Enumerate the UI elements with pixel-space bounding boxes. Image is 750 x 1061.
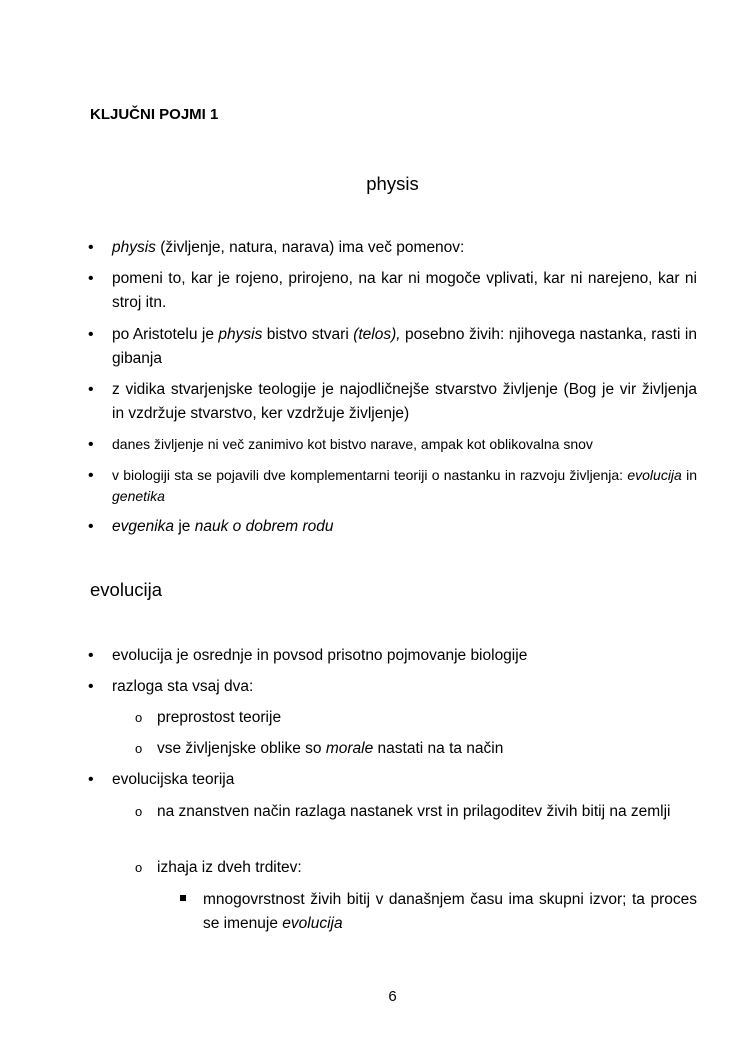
text-segment: bistvo stvari (262, 326, 354, 343)
text-segment: evolucija je osrednje in povsod prisotno pojmovanje biologije (112, 647, 528, 664)
text-segment: evolucijska teorija (112, 771, 235, 788)
sub-list-item (135, 800, 697, 824)
text-segment: posebno živih: njihovega nastanka, rasti in gibanja (112, 326, 697, 367)
italic-text: evolucija (627, 467, 682, 483)
italic-text: nauk o dobrem rodu (194, 518, 334, 535)
item-text (112, 678, 253, 695)
item-text (157, 709, 281, 726)
bullet-circle-icon: o (135, 741, 143, 756)
italic-text: physis (218, 326, 263, 343)
list-item (88, 465, 697, 507)
text-segment: v biologiji sta se pojavili dve komplementarni teoriji o nastanku in razvoju življenja: (112, 467, 628, 483)
item-text (203, 891, 697, 932)
text-segment: razloga sta vsaj dva: (112, 678, 254, 695)
sub-list-item (135, 856, 697, 880)
italic-text: evgenika (112, 518, 175, 535)
bullet-disc-icon: • (88, 436, 94, 453)
bullet-disc-icon: • (88, 647, 94, 664)
text-segment: mnogovrstnost živih bitij v današnjem času ima skupni izvor; ta proces se imenuje (203, 891, 697, 932)
list-item (88, 768, 697, 792)
bullet-square-icon (180, 895, 186, 901)
text-segment: (življenje, natura, narava) ima več pomenov: (155, 239, 465, 256)
bullet-disc-icon: • (88, 678, 94, 695)
text-segment: po Aristotelu je (112, 326, 219, 343)
bullet-disc-icon: • (88, 518, 94, 535)
section-title-physis: physis (366, 173, 419, 194)
italic-text: morale (325, 740, 374, 757)
bullet-circle-icon: o (135, 804, 143, 819)
list-item (88, 675, 697, 699)
italic-text: (telos), (353, 326, 401, 343)
bullet-disc-icon: • (88, 239, 94, 256)
list-item (88, 515, 697, 539)
text-segment: vse življenjske oblike so (157, 740, 326, 757)
section-title-evolucija: evolucija (90, 579, 162, 600)
item-text (157, 803, 671, 820)
bullet-disc-icon: • (88, 467, 94, 484)
bullet-circle-icon: o (135, 860, 143, 875)
item-text (112, 381, 697, 422)
item-text (112, 270, 697, 311)
item-text (112, 436, 593, 452)
list-item (88, 323, 697, 370)
list-item (88, 267, 697, 314)
sub-list-item (135, 706, 697, 730)
list-item (88, 378, 697, 425)
italic-text: genetika (112, 488, 165, 504)
text-segment: na znanstven način razlaga nastanek vrst in prilagoditev živih bitij na zemlji (157, 803, 671, 820)
item-text (112, 518, 333, 535)
text-segment: izhaja iz dveh trditev: (157, 859, 302, 876)
item-text (157, 740, 503, 757)
text-segment: z vidika stvarjenjske teologije je najodličnejše stvarstvo življenje (Bog je vir življenja in vzdržuje stvarstvo, ker vzdržuje življenje) (112, 381, 697, 422)
page-heading: KLJUČNI POJMI 1 (90, 106, 219, 123)
sub-list-item (135, 737, 697, 761)
item-text (112, 771, 234, 788)
italic-text: evolucija (282, 914, 343, 932)
bullet-disc-icon: • (88, 771, 94, 788)
list-item (88, 236, 697, 260)
bullet-circle-icon: o (135, 710, 143, 725)
text-segment: je (174, 518, 195, 535)
bullet-disc-icon: • (88, 326, 94, 343)
item-text (112, 647, 527, 664)
text-segment: danes življenje ni več zanimivo kot bistvo narave, ampak kot oblikovalna snov (112, 436, 593, 452)
text-segment: preprostost teorije (157, 709, 282, 726)
list-item (88, 644, 697, 668)
bullet-disc-icon: • (88, 381, 94, 398)
list-item (88, 434, 697, 455)
text-segment: nastati na ta način (373, 740, 504, 757)
text-segment: pomeni to, kar je rojeno, prirojeno, na kar ni mogoče vplivati, kar ni narejeno, kar ni stroj itn. (112, 270, 697, 311)
item-text (112, 326, 697, 367)
page-number: 6 (388, 988, 397, 1005)
item-text (157, 859, 302, 876)
bullet-disc-icon: • (88, 270, 94, 287)
sub-sub-list-item (203, 888, 697, 935)
item-text (112, 239, 464, 256)
text-segment: in (681, 467, 697, 483)
item-text (112, 467, 697, 504)
italic-text: physis (112, 239, 156, 256)
